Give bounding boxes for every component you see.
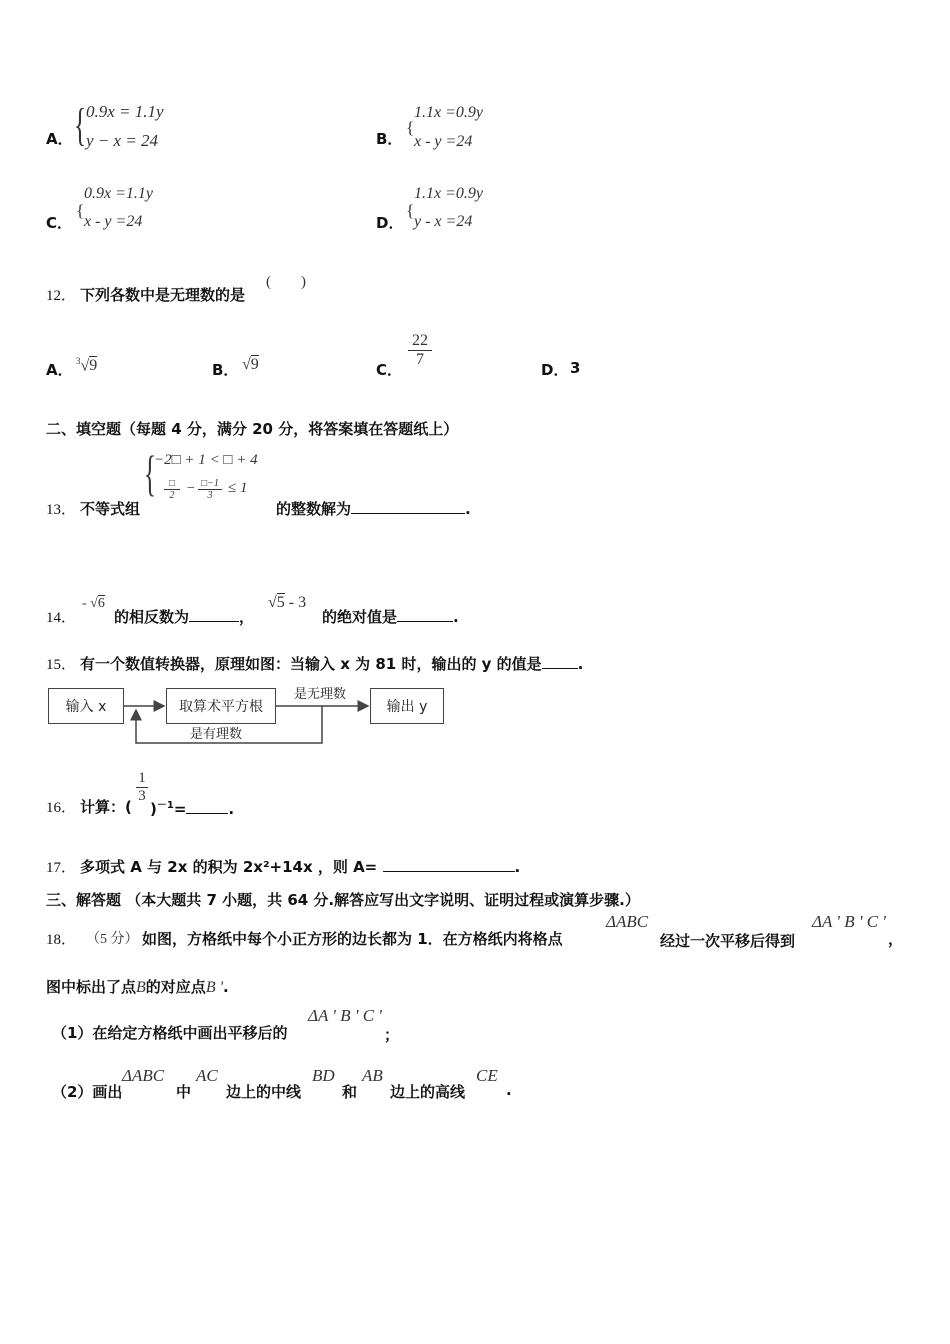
q16-fraction: 1 3 bbox=[136, 770, 148, 805]
q11-option-c-label: C． bbox=[46, 214, 73, 232]
q18-comma: ， bbox=[888, 930, 904, 948]
q11-option-b-eq2: x - y =24 bbox=[414, 133, 473, 150]
q16-prefix: 计算：( bbox=[80, 798, 132, 816]
q15-flow-branch-irrational: 是无理数 bbox=[294, 687, 347, 702]
q17-number: 17． bbox=[46, 860, 77, 876]
q13-eq1: −2□ + 1 < □ + 4 bbox=[154, 452, 258, 468]
q14-text2: 的绝对值是 . bbox=[322, 608, 459, 626]
q13-brace: { bbox=[144, 445, 156, 501]
q11-option-d-label: D． bbox=[376, 214, 404, 232]
q12-option-a-label: A． bbox=[46, 361, 73, 379]
q11-option-a-eq1: 0.9x = 1.1y bbox=[86, 102, 164, 121]
q15-flowchart bbox=[44, 682, 448, 748]
q11-option-d-eq2: y - x =24 bbox=[414, 213, 473, 230]
q11-option-b-eq1: 1.1x =0.9y bbox=[414, 104, 483, 121]
q13-prefix: 不等式组 bbox=[80, 500, 141, 518]
q18-score: （5 分） bbox=[86, 932, 139, 947]
q12-number: 12． bbox=[46, 288, 77, 304]
q18-sub2-ce: CE bbox=[476, 1066, 498, 1085]
section-3-heading: 三、解答题 （本大题共 7 小题，共 64 分.解答应写出文字说明、证明过程或演算步骤.） bbox=[46, 891, 640, 909]
q13-minus: − bbox=[186, 481, 196, 496]
q18-sub2-in: 中 bbox=[176, 1083, 192, 1101]
q13-suffix: 的整数解为 . bbox=[276, 500, 471, 518]
q11-option-d-brace: { bbox=[406, 201, 415, 220]
q16-answer-blank[interactable] bbox=[186, 813, 228, 814]
q12-option-c-value: 22 7 bbox=[408, 332, 432, 369]
q11-option-b-brace: { bbox=[406, 118, 415, 137]
q13-answer-blank[interactable] bbox=[351, 513, 465, 514]
q14-number: 14． bbox=[46, 610, 77, 626]
q18-triangle-prime: ΔA ' B ' C ' bbox=[812, 912, 886, 931]
q13-ineq-tail: ≤ 1 bbox=[228, 480, 248, 496]
q11-option-a-brace: { bbox=[74, 99, 87, 150]
q15-flow-branch-rational: 是有理数 bbox=[190, 727, 243, 742]
q18-sub1-triangle: ΔA ' B ' C ' bbox=[308, 1006, 382, 1025]
q11-option-c-eq2: x - y =24 bbox=[84, 213, 143, 230]
q12-text: 下列各数中是无理数的是 bbox=[80, 286, 246, 304]
q12-option-b-value: √9 bbox=[242, 356, 259, 373]
q14-answer-blank-2[interactable] bbox=[397, 621, 453, 622]
q14-expr1: - √6 bbox=[82, 596, 105, 611]
q12-option-d-label: D． bbox=[541, 361, 569, 379]
q15-flow-input-box: 输入 x bbox=[48, 688, 124, 724]
q18-sub2-text1: 边上的中线 bbox=[226, 1083, 302, 1101]
q15-text: 有一个数值转换器，原理如图：当输入 x 为 81 时，输出的 y 的值是 . bbox=[80, 655, 584, 673]
q12-option-d-value: 3 bbox=[570, 359, 581, 377]
q16-number: 16． bbox=[46, 800, 77, 816]
q14-answer-blank-1[interactable] bbox=[189, 621, 239, 622]
q18-sub2-and: 和 bbox=[342, 1083, 358, 1101]
q13-number: 13． bbox=[46, 502, 77, 518]
q15-number: 15． bbox=[46, 657, 77, 673]
q18-sub2-text: （2）画出 bbox=[52, 1083, 123, 1101]
section-2-heading: 二、填空题（每题 4 分，满分 20 分，将答案填在答题纸上） bbox=[46, 420, 459, 438]
q13-frac1: □ 2 bbox=[164, 478, 180, 501]
q16-suffix: )$^{-1}$= . bbox=[150, 800, 235, 818]
q18-sub2-end: . bbox=[506, 1081, 512, 1099]
q12-paren: ( ) bbox=[266, 274, 306, 290]
q11-option-c-eq1: 0.9x =1.1y bbox=[84, 185, 153, 202]
q11-option-a-eq2: y − x = 24 bbox=[86, 131, 159, 150]
q15-flow-output-box: 输出 y bbox=[370, 688, 444, 724]
q11-option-b-label: B． bbox=[376, 130, 403, 148]
q18-number: 18． bbox=[46, 932, 77, 948]
q18-sub2-ac: AC bbox=[196, 1066, 218, 1085]
q17-text: 多项式 A 与 2x 的积为 2x²+14x ，则 A= . bbox=[80, 858, 521, 876]
q11-option-c-brace: { bbox=[76, 201, 85, 220]
q18-triangle-abc: ΔABC bbox=[606, 912, 649, 931]
q15-flow-process-box: 取算术平方根 bbox=[166, 688, 276, 724]
q17-answer-blank[interactable] bbox=[383, 871, 515, 872]
q18-sub2-bd: BD bbox=[312, 1066, 335, 1085]
q12-option-c-label: C． bbox=[376, 361, 403, 379]
q18-text1: 如图，方格纸中每个小正方形的边长都为 1．在方格纸内将格点 bbox=[142, 930, 563, 948]
q11-option-d-eq1: 1.1x =0.9y bbox=[414, 185, 483, 202]
q14-expr2: √5 - 3 bbox=[268, 594, 307, 611]
q18-text2: 经过一次平移后得到 bbox=[660, 932, 796, 950]
q12-option-a-value: $^3$√9 bbox=[76, 356, 98, 375]
q14-text1: 的相反数为 ， bbox=[114, 608, 255, 626]
q13-frac2: □−1 3 bbox=[198, 478, 222, 501]
q18-sub1-text: （1）在给定方格纸中画出平移后的 bbox=[52, 1024, 288, 1042]
q18-sub1-end: ； bbox=[384, 1026, 400, 1044]
q12-option-b-label: B． bbox=[212, 361, 239, 379]
q18-sub2-text2: 边上的高线 bbox=[390, 1083, 466, 1101]
q15-answer-blank[interactable] bbox=[542, 668, 578, 669]
q18-sub2-triangle: ΔABC bbox=[122, 1066, 165, 1085]
q18-line2: 图中标出了点B的对应点B '. bbox=[46, 978, 229, 996]
q18-sub2-ab: AB bbox=[362, 1066, 383, 1085]
q11-option-a-label: A． bbox=[46, 130, 73, 148]
